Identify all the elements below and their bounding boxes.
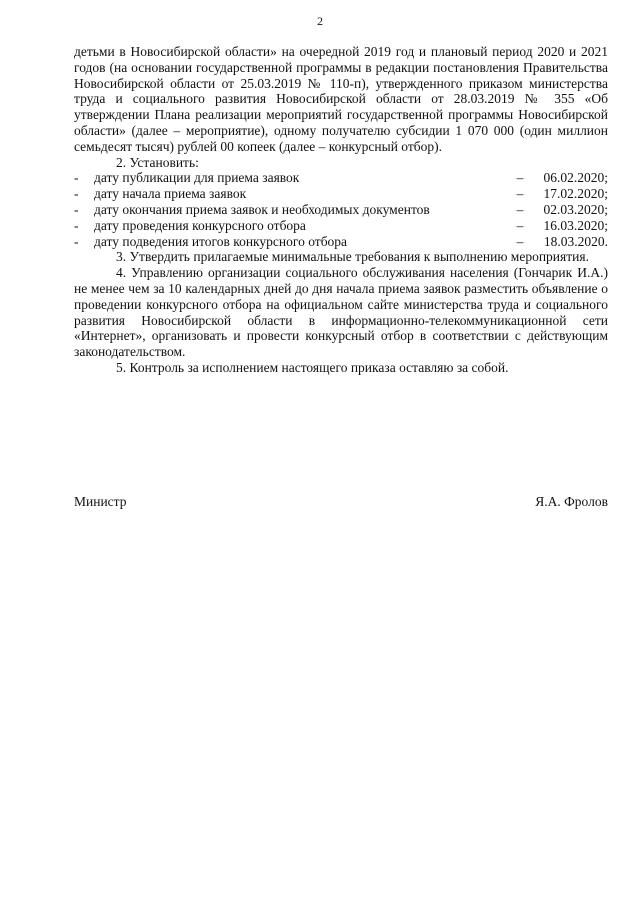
date-value: 17.02.2020; xyxy=(543,186,608,202)
date-value: 02.03.2020; xyxy=(543,201,608,217)
list-dash: - xyxy=(74,233,79,249)
date-label: дату окончания приема заявок и необходимых документов xyxy=(94,201,430,217)
document-body xyxy=(74,44,608,376)
date-label: дату подведения итогов конкурсного отбора xyxy=(94,233,348,249)
signatory-name: Я.А. Фролов xyxy=(535,494,608,509)
signature-block xyxy=(74,494,608,510)
date-separator: – xyxy=(516,170,524,186)
intro-paragraph: детьми в Новосибирской области» на очередной 2019 год и плановый период 2020 и 2021 годов (на основании государственной программы в редакции постановления Правительства Новосибирской области от 25.03.2019 № 110-п), утвержденного приказом министерства труда и социального развития Новосибирской области от 28.03.2019 № 355 «Об утверждении Плана реализации мероприятий государственной программы Новосибирской области» (далее – мероприятие), одному получателю субсидии 1 070 000 (один миллион семьдесят тысяч) рублей 00 копеек (далее – конкурсный отбор). xyxy=(74,44,608,154)
date-value: 16.03.2020; xyxy=(543,217,608,233)
date-row-start xyxy=(74,186,608,202)
date-separator: – xyxy=(516,201,524,217)
date-label: дату проведения конкурсного отбора xyxy=(94,217,306,233)
date-row-selection xyxy=(74,218,608,234)
dates-list xyxy=(74,170,608,249)
signatory-position: Министр xyxy=(74,494,127,509)
date-value: 18.03.2020. xyxy=(543,233,608,249)
item-5-paragraph: 5. Контроль за исполнением настоящего приказа оставляю за собой. xyxy=(116,359,509,375)
list-dash: - xyxy=(74,170,79,186)
date-row-end xyxy=(74,202,608,218)
list-dash: - xyxy=(74,217,79,233)
list-dash: - xyxy=(74,201,79,217)
date-row-publication xyxy=(74,170,608,186)
date-separator: – xyxy=(516,217,524,233)
date-separator: – xyxy=(516,186,524,202)
page-number: 2 xyxy=(317,14,323,28)
date-row-results xyxy=(74,234,608,250)
date-value: 06.02.2020; xyxy=(543,170,608,186)
date-label: дату публикации для приема заявок xyxy=(94,170,300,186)
item-4-paragraph: 4. Управлению организации социального обслуживания населения (Гончарик И.А.) не менее чем за 10 календарных дней до дня начала приема заявок разместить объявление о проведении конкурсного отбора на официальном сайте министерства труда и социального развития Новосибирской области в информационно-телекоммуникационной сети «Интернет», организовать и провести конкурсный отбор в соответствии с действующим законодательством. xyxy=(74,265,608,360)
date-label: дату начала приема заявок xyxy=(94,186,247,202)
item-3-paragraph: 3. Утвердить прилагаемые минимальные требования к выполнению мероприятия. xyxy=(116,249,589,265)
list-dash: - xyxy=(74,186,79,202)
date-separator: – xyxy=(516,233,524,249)
item-2-heading: 2. Установить: xyxy=(116,154,199,170)
